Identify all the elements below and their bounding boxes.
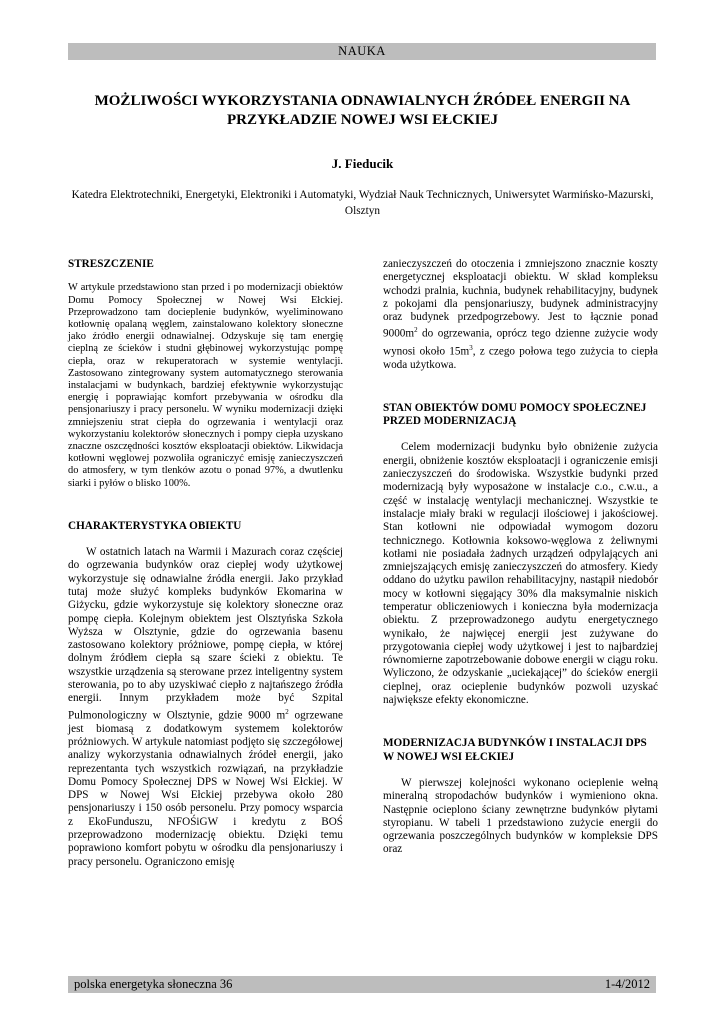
section-text-characteristics: W ostatnich latach na Warmii i Mazurach coraz częściej do ogrzewania budynków oraz ciepłej wody użytkowej wykorzystuje się odnawialne źródła energii. Jako przykład tutaj może służyć kompleks budynków Ekomarina w Giżycku, gdzie wykorzystuje się kolektory słoneczne oraz pompę ciepła. Kolejnym obiektem jest Olsztyńska Szkoła Wyższa w Olsztynie, gdzie do ogrzewania basenu zastosowano kolektory próżniowe, pompę ciepła, w której dolnym źródłem ciepła są szare ścieki z obiektu. Te wszystkie urządzenia są sterowane przez inteligentny system sterowania, po to aby uzyskiwać ciepło z najtańszego źródła energii. Innym przykładem może być Szpital Pulmonologiczny w Olsztynie, gdzie 9000 $m^2$ ogrzewane jest biomasą z dodatkowym systemem kolektorów próżniowych. W artykule natomiast podjęto się szczegółowej analizy wykorzystania odnawialnych źródeł energii, jako reprezentanta tych wszystkich rozwiązań, na przykładzie Domu Pomocy Społecznej DPS w Nowej Wsi Ełckiej. W DPS w Nowej Wsi Ełckiej przebywa około 280 pensjonariuszy i 150 osób personelu. Przy pomocy wsparcia z EkoFunduszu, NFOŚiGW i kredytu z BOŚ przeprowadzono modernizację obiektu. Dzięki temu poprawiono komfort pobytu w ośrodku dla pensjonariuszy i pracy personelu. Ograniczono emisję <box>68 546 343 868</box>
continued-text: zanieczyszczeń do otoczenia i zmniejszono znacznie koszty energetycznej eksploatacji obiektu. W skład kompleksu wchodzi pralnia, kuchnia, budynek rehabilitacyjny, budynek z pokojami dla pensjonariuszy, budynek administracyjny oraz budynek przedpogrzebowy. Jest to łącznie ponad $9000m^2$ do ogrzewania, oprócz tego dzienne zużycie wody wynosi około $15m^3$, z czego połowa tego zużycia to ciepła woda użytkowa. <box>383 258 658 371</box>
section-heading-before-modernization: STAN OBIEKTÓW DOMU POMOCY SPOŁECZNEJ PRZED MODERNIZACJĄ <box>383 401 647 428</box>
article-title: MOŻLIWOŚCI WYKORZYSTANIA ODNAWIALNYCH ŹRÓDEŁ ENERGII NA PRZYKŁADZIE NOWEJ WSI EŁCKIEJ <box>94 93 631 128</box>
section-text-before-modernization: Celem modernizacji budynku było obniżenie zużycia energii, obniżenie kosztów eksploatacji i ograniczenie emisji zanieczyszczeń do środowiska. Wszystkie budynki przed modernizacją były wyposażone w instalacje c.o., c.w.u., a część w instalację wentylacji mechanicznej. Wszystkie te instalacje miały braki w regulacji ilościowej i jakościowej. Stan kotłowni nie odpowiadał wymogom dozoru technicznego. Kotłownia koksowo-węglowa z żeliwnymi kotłami nie posiadała żadnych urządzeń odpylających ani zmniejszających emisję zanieczyszczeń do atmosfery. Kiedy oddano do użytku pawilon rehabilitacyjny, nastąpił niedobór mocy w kotłowni sięgający 30% dla maksymalnie niskich temperatur obliczeniowych i konieczna była modernizacja obiektu. Z przeprowadzonego audytu energetycznego wynikało, że najwięcej energii jest zużywane do przygotowania ciepłej wody użytkowej i jest to najbardziej równomierne zapotrzebowanie dobowe energii w ciągu roku. Wyliczono, że odzyskanie „uciekającej” do ścieków energii cieplnej, oraz ocieplenie budynków pozwoli uzyskać największe efekty ekonomiczne. <box>383 441 658 707</box>
section-text-modernization: W pierwszej kolejności wykonano ocieplenie wełną mineralną stropodachów budynków i wymieniono okna. Następnie ocieplono ściany zewnętrzne budynków płytami styropianu. W tabeli 1 przedstawiono zużycie energii do ogrzewania poszczególnych budynków w kompleksie DPS oraz <box>383 776 658 856</box>
right-column <box>383 258 658 857</box>
affiliation: Katedra Elektrotechniki, Energetyki, Elektroniki i Automatyki, Wydział Nauk Technicznych, Uniwersytet Warmińsko-Mazurski, Olsztyn <box>71 189 654 217</box>
journal-name: polska energetyka słoneczna 36 <box>74 977 233 991</box>
issue-number: 1-4/2012 <box>604 977 650 991</box>
running-header <box>68 43 656 60</box>
section-heading-characteristics: CHARAKTERYSTYKA OBIEKTU <box>68 519 242 532</box>
abstract-text: W artykule przedstawiono stan przed i po modernizacji obiektów Domu Pomocy Społecznej w Nowej Wsi Ełckiej. Przeprowadzono tam docieplenie budynków, wyeliminowano kotłownię opalaną węglem, zainstalowano kolektory słoneczne jako źródło energii odnawialnej. Odzyskuje się tam energię cieplną ze ścieków i studni głębinowej wykorzystując pompę ciepła, oraz w rekuperatorach w systemie wentylacji. Zastosowano zintegrowany system automatycznego sterowania instalacjami w budynkach, bardziej efektywnie wykorzystując energię i poprawiając komfort przebywania w ośrodku dla pensjonariuszy i pracy personelu. W wyniku modernizacji dzięki zmniejszeniu strat ciepła do ogrzewania i wentylacji oraz wykorzystaniu kolektorów słonecznych i pompy ciepła uzyskano znaczne oszczędności kosztów eksploatacji obiektów. Likwidacja kotłowni węglowej pozwoliła ograniczyć emisję zanieczyszczeń do atmosfery, w tym tlenków azotu o ponad 97%, a dwutlenku siarki i pyłów o blisko 100%. <box>68 282 343 489</box>
section-label: NAUKA <box>338 44 386 58</box>
section-heading-modernization: MODERNIZACJA BUDYNKÓW I INSTALACJI DPS W NOWEJ WSI EŁCKIEJ <box>383 737 647 763</box>
abstract-heading: STRESZCZENIE <box>68 258 154 270</box>
left-column <box>68 258 343 869</box>
author: J. Fieducik <box>331 156 394 171</box>
running-footer <box>68 976 656 993</box>
